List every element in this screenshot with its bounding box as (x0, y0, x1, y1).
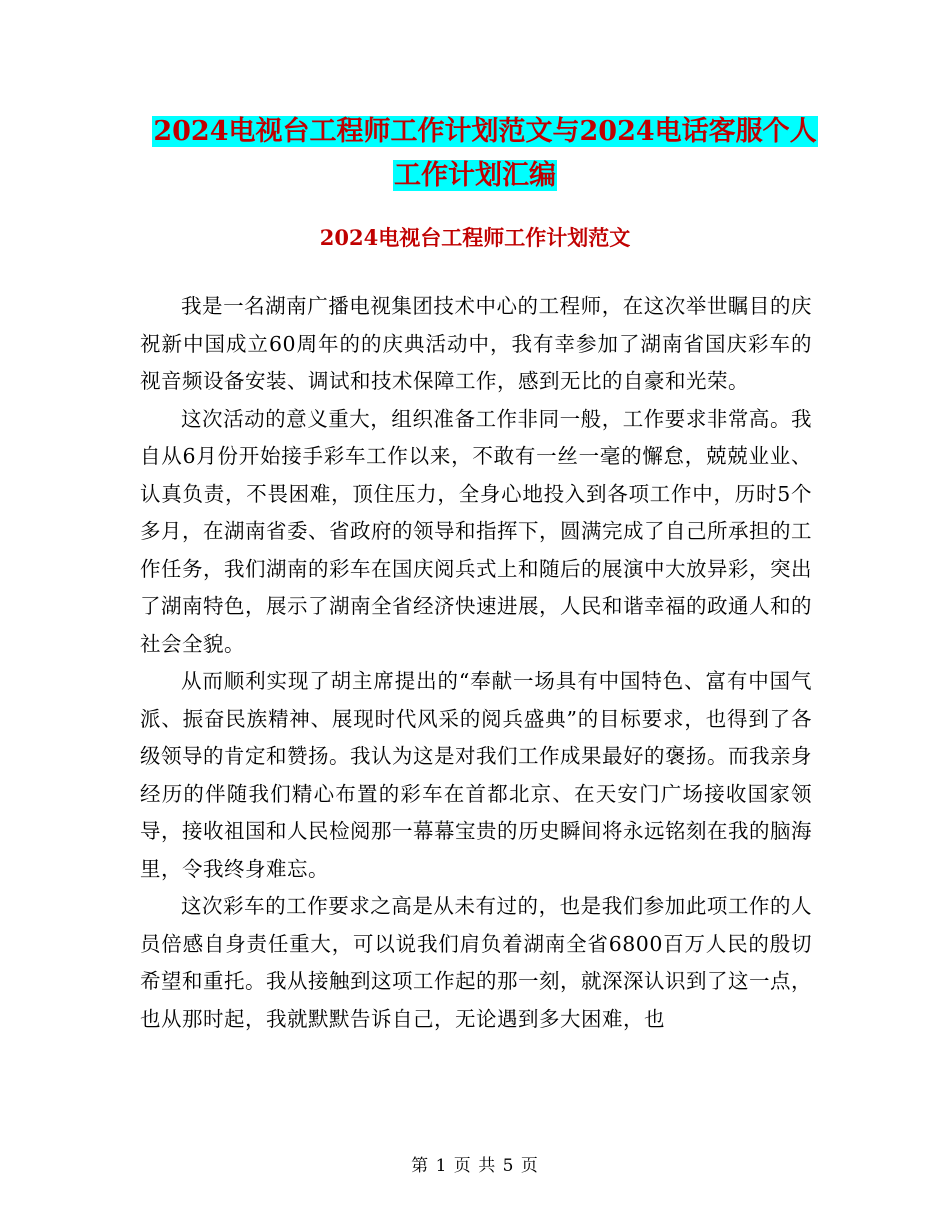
paragraph-3: 从而顺利实现了胡主席提出的“奉献一场具有中国特色、富有中国气派、振奋民族精神、展现时代风采的阅兵盛典”的目标要求，也得到了各级领导的肯定和赞扬。我认为这是对我们工作成果最好的褒扬。而我亲身经历的伴随我们精心布置的彩车在首都北京、在天安门广场接收国家领导，接收祖国和人民检阅那一幕幕宝贵的历史瞬间将永远铭刻在我的脑海里，令我终身难忘。 (140, 669, 812, 881)
page-footer: 第 1 页 共 5 页 (411, 1156, 539, 1176)
paragraph-1: 我是一名湖南广播电视集团技术中心的工程师，在这次举世瞩目的庆祝新中国成立60周年的的庆典活动中，我有幸参加了湖南省国庆彩车的视音频设备安装、调试和技术保障工作，感到无比的自豪和光荣。 (140, 294, 812, 393)
paragraph-2: 这次活动的意义重大，组织准备工作非同一般，工作要求非常高。我自从6月份开始接手彩车工作以来，不敢有一丝一毫的懈怠，兢兢业业、认真负责，不畏困难，顶住压力，全身心地投入到各项工作中，历时5个多月，在湖南省委、省政府的领导和指挥下，圆满完成了自己所承担的工作任务，我们湖南的彩车在国庆阅兵式上和随后的展演中大放异彩，突出了湖南特色，展示了湖南全省经济快速进展，人民和谐幸福的政通人和的社会全貌。 (140, 406, 812, 656)
title-highlight-2: 工作计划汇编 (394, 160, 556, 191)
document-body (140, 288, 812, 1038)
paragraph-4: 这次彩车的工作要求之高是从未有过的，也是我们参加此项工作的人员倍感自身责任重大，可以说我们肩负着湖南全省6800百万人民的殷切希望和重托。我从接触到这项工作起的那一刻，就深深认识到了这一点，也从那时起，我就默默告诉自己，无论遇到多大困难，也 (140, 894, 812, 1031)
section-heading: 2024电视台工程师工作计划范文 (319, 225, 631, 250)
title-highlight-1: 2024电视台工程师工作计划范文与2024电话客服个人 (153, 116, 817, 147)
document-title-line-1 (10, 108, 950, 155)
document-title-line-2 (0, 152, 950, 199)
